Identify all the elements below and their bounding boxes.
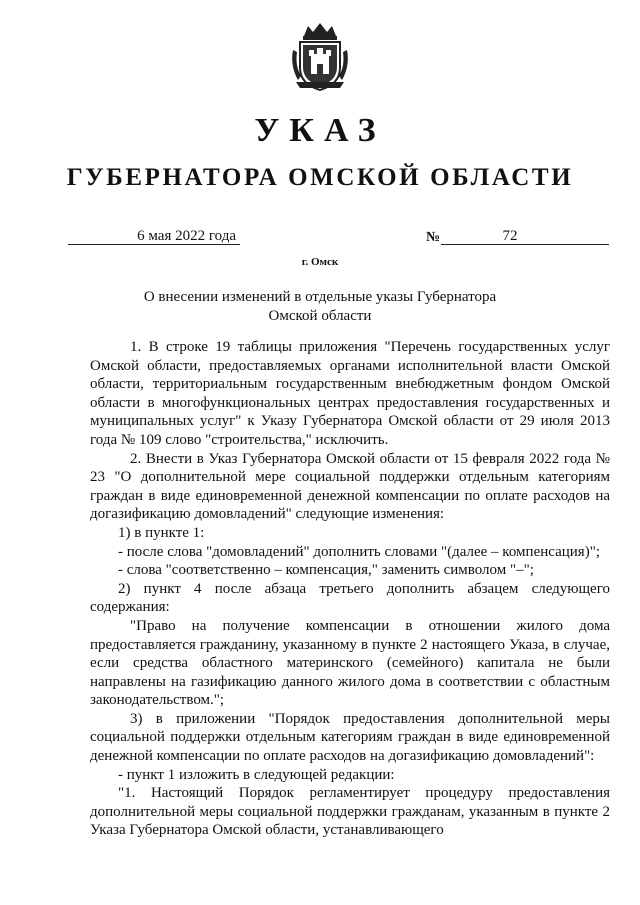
paragraph: 2. Внести в Указ Губернатора Омской области от 15 февраля 2022 года № 23 "О дополнительной мере социальной поддержки отдельным категориям граждан в виде единовременной денежной компенсации по оплате расходов на догазификацию домовладений" следующие изменения: — [90, 450, 610, 523]
paragraph: "1. Настоящий Порядок регламентирует процедуру предоставления дополнительной меры социальной поддержки гражданам, указанным в пункте 2 Указа Губернатора Омской области, устанавливающего — [90, 785, 610, 839]
paragraph: 2) пункт 4 после абзаца третьего дополнить абзацем следующего содержания: — [90, 580, 610, 616]
decree-number: 72 — [441, 228, 609, 245]
paragraph: 3) в приложении "Порядок предоставления дополнительной меры социальной поддержки отдельным категориям граждан в виде единовременной денежной компенсации по оплате расходов на догазификацию домовладений": — [90, 710, 610, 765]
decree-date: 6 мая 2022 года — [68, 228, 240, 245]
decree-subject — [0, 288, 640, 326]
paragraph: 1) в пункте 1: — [118, 524, 205, 541]
decree-title: УКАЗ — [254, 112, 386, 149]
city-label: г. Омск — [301, 256, 339, 268]
paragraph: - пункт 1 изложить в следующей редакции: — [118, 766, 395, 783]
subject-line-1: О внесении изменений в отдельные указы Губернатора — [143, 289, 497, 305]
number-label: № — [426, 230, 441, 245]
paragraph: - слова "соответственно – компенсация," заменить символом "–"; — [118, 562, 534, 579]
paragraph: "Право на получение компенсации в отношении жилого дома предоставляется гражданину, указанному в пункте 2 настоящего Указа, в случае, если средства областного материнского (семейного) капитала не были направлены на газификацию данного жилого дома в соответствии с областным законодательством."; — [90, 617, 610, 709]
paragraph: 1. В строке 19 таблицы приложения "Перечень государственных услуг Омской области, предоставляемых органами исполнительной власти Омской области, территориальным государственным внебюджетным фондом Омской области в многофункциональных центрах предоставления государственных и муниципальных услуг" к Указу Губернатора Омской области от 29 июля 2013 года № 109 слово "строительства," исключить. — [90, 339, 610, 448]
subject-line-2: Омской области — [268, 308, 372, 324]
paragraph: - после слова "домовладений" дополнить словами "(далее – компенсация)"; — [118, 543, 600, 560]
omsk-coat-of-arms-emblem — [290, 20, 350, 92]
decree-subtitle: ГУБЕРНАТОРА ОМСКОЙ ОБЛАСТИ — [66, 164, 574, 191]
decree-body — [90, 338, 610, 840]
